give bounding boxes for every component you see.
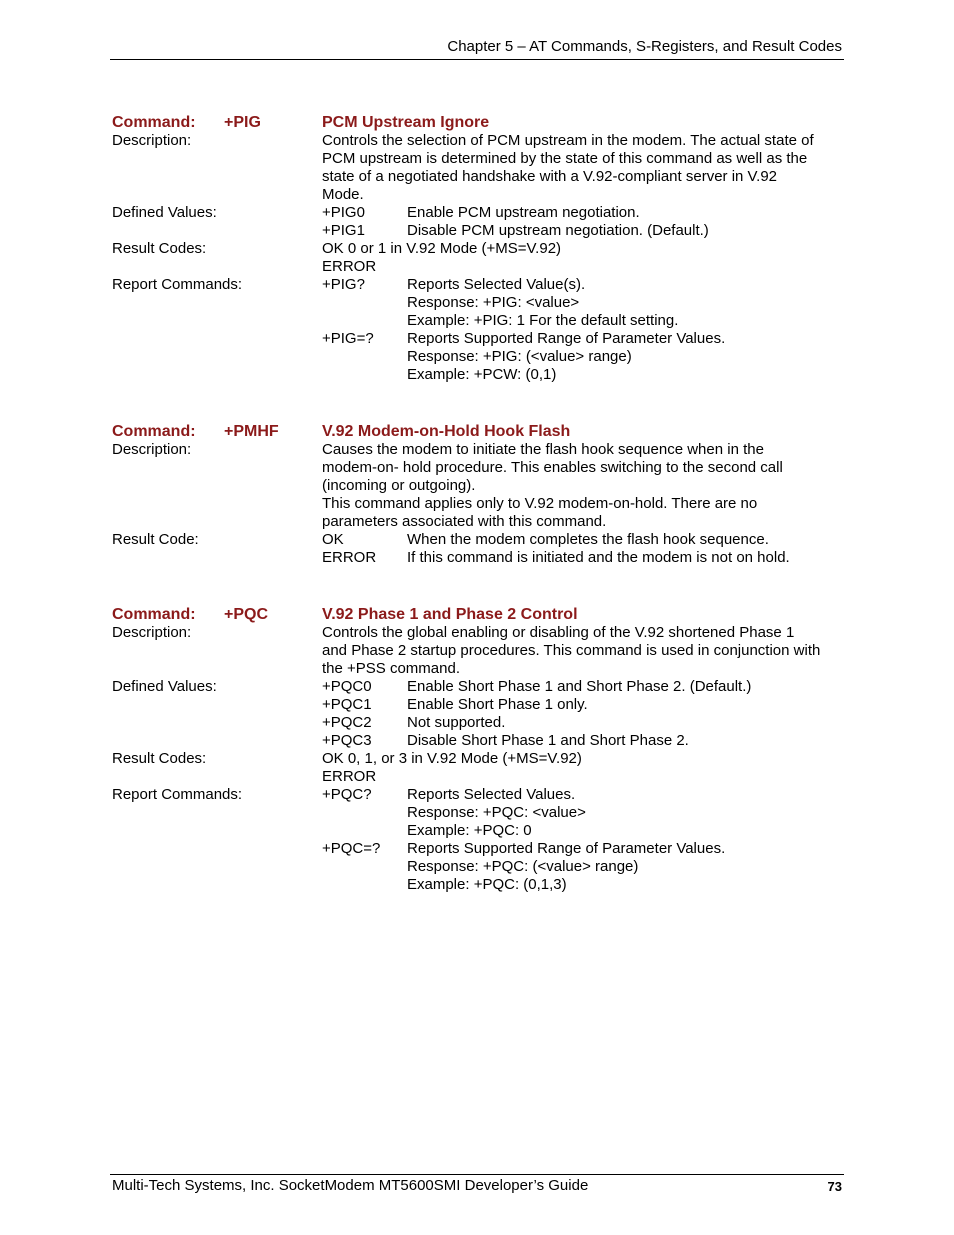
field-detail: Disable Short Phase 1 and Short Phase 2. [407, 732, 689, 749]
field-detail: Response: +PQC: <value> [407, 804, 586, 821]
definition-row [112, 804, 846, 822]
command-heading [112, 605, 846, 624]
field-detail: Example: +PQC: 0 [407, 822, 532, 839]
command-code: +PIG [224, 114, 261, 131]
definition-row [112, 240, 846, 258]
definition-row [112, 258, 846, 276]
field-detail: If this command is initiated and the modem is not on hold. [407, 549, 790, 566]
command-code: +PQC [224, 606, 269, 623]
definition-row [112, 186, 846, 204]
field-value: +PQC3 [322, 732, 372, 749]
header-rule [110, 59, 844, 60]
command-heading [112, 422, 846, 441]
definition-row [112, 660, 846, 678]
field-value: +PIG=? [322, 330, 374, 347]
field-value: +PIG0 [322, 204, 365, 221]
definition-row [112, 168, 846, 186]
footer-rule [110, 1174, 844, 1175]
field-label: Defined Values: [112, 678, 217, 695]
definition-row [112, 441, 846, 459]
field-value: parameters associated with this command. [322, 513, 607, 530]
definition-row [112, 624, 846, 642]
field-detail: Response: +PIG: <value> [407, 294, 580, 311]
field-label: Report Commands: [112, 276, 243, 293]
field-detail: Example: +PQC: (0,1,3) [407, 876, 567, 893]
definition-row [112, 150, 846, 168]
field-value: +PQC1 [322, 696, 372, 713]
definition-row [112, 276, 846, 294]
definition-row [112, 366, 846, 384]
field-label: Result Codes: [112, 240, 207, 257]
field-value: the +PSS command. [322, 660, 460, 677]
command-section-pig [112, 113, 846, 384]
field-detail: Response: +PIG: (<value> range) [407, 348, 632, 365]
field-detail: Disable PCM upstream negotiation. (Default.) [407, 222, 709, 239]
command-code: +PMHF [224, 423, 279, 440]
field-label: Defined Values: [112, 204, 217, 221]
definition-row [112, 513, 846, 531]
field-value: and Phase 2 startup procedures. This command is used in conjunction with [322, 642, 821, 659]
field-label: Description: [112, 132, 192, 149]
field-value: PCM upstream is determined by the state of this command as well as the [322, 150, 808, 167]
definition-row [112, 312, 846, 330]
field-value: +PQC2 [322, 714, 372, 731]
field-value: ERROR [322, 549, 377, 566]
definition-row [112, 768, 846, 786]
command-section-pmhf [112, 422, 846, 567]
definition-row [112, 531, 846, 549]
definition-row [112, 786, 846, 804]
command-heading [112, 113, 846, 132]
command-label: Command: [112, 114, 196, 131]
definition-row [112, 876, 846, 894]
field-value: OK 0 or 1 in V.92 Mode (+MS=V.92) [322, 240, 562, 257]
field-detail: Enable PCM upstream negotiation. [407, 204, 640, 221]
definition-row [112, 549, 846, 567]
command-label: Command: [112, 606, 196, 623]
definition-row [112, 294, 846, 312]
field-detail: Example: +PIG: 1 For the default setting. [407, 312, 679, 329]
page-number: 73 [827, 1179, 842, 1194]
field-label: Description: [112, 441, 192, 458]
definition-row [112, 330, 846, 348]
definition-row [112, 696, 846, 714]
command-label: Command: [112, 423, 196, 440]
definition-row [112, 732, 846, 750]
command-title: PCM Upstream Ignore [322, 114, 490, 131]
field-value: +PQC=? [322, 840, 381, 857]
field-value: state of a negotiated handshake with a V.92-compliant server in V.92 [322, 168, 778, 185]
field-value: Controls the global enabling or disabling of the V.92 shortened Phase 1 [322, 624, 795, 641]
definition-row [112, 642, 846, 660]
definition-row [112, 477, 846, 495]
definition-row [112, 204, 846, 222]
command-section-pqc [112, 605, 846, 894]
field-detail: Enable Short Phase 1 only. [407, 696, 588, 713]
field-value: +PIG? [322, 276, 365, 293]
definition-row [112, 840, 846, 858]
field-detail: Not supported. [407, 714, 506, 731]
field-detail: Response: +PQC: (<value> range) [407, 858, 639, 875]
field-detail: When the modem completes the flash hook sequence. [407, 531, 769, 548]
field-value: modem-on- hold procedure. This enables switching to the second call [322, 459, 783, 476]
field-value: Mode. [322, 186, 364, 203]
field-value: (incoming or outgoing). [322, 477, 476, 494]
field-label: Report Commands: [112, 786, 243, 803]
field-value: ERROR [322, 258, 377, 275]
command-title: V.92 Phase 1 and Phase 2 Control [322, 606, 578, 623]
definition-row [112, 822, 846, 840]
field-detail: Reports Supported Range of Parameter Values. [407, 840, 726, 857]
footer-title: Multi-Tech Systems, Inc. SocketModem MT5600SMI Developer’s Guide [112, 1177, 589, 1194]
command-title: V.92 Modem-on-Hold Hook Flash [322, 423, 571, 440]
field-value: This command applies only to V.92 modem-on-hold. There are no [322, 495, 758, 512]
field-detail: Reports Selected Value(s). [407, 276, 586, 293]
definition-row [112, 495, 846, 513]
field-value: +PIG1 [322, 222, 365, 239]
field-value: OK 0, 1, or 3 in V.92 Mode (+MS=V.92) [322, 750, 582, 767]
field-value: +PQC? [322, 786, 372, 803]
field-value: Causes the modem to initiate the flash hook sequence when in the [322, 441, 764, 458]
field-label: Result Code: [112, 531, 199, 548]
field-label: Result Codes: [112, 750, 207, 767]
field-value: OK [322, 531, 344, 548]
field-value: +PQC0 [322, 678, 372, 695]
field-detail: Reports Selected Values. [407, 786, 576, 803]
field-value: ERROR [322, 768, 377, 785]
definition-row [112, 714, 846, 732]
definition-row [112, 222, 846, 240]
definition-row [112, 678, 846, 696]
page-header: Chapter 5 – AT Commands, S-Registers, and Result Codes [447, 38, 842, 55]
definition-row [112, 750, 846, 768]
field-value: Controls the selection of PCM upstream in the modem. The actual state of [322, 132, 814, 149]
definition-row [112, 132, 846, 150]
field-label: Description: [112, 624, 192, 641]
field-detail: Reports Supported Range of Parameter Values. [407, 330, 726, 347]
field-detail: Enable Short Phase 1 and Short Phase 2. (Default.) [407, 678, 752, 695]
definition-row [112, 348, 846, 366]
field-detail: Example: +PCW: (0,1) [407, 366, 557, 383]
definition-row [112, 858, 846, 876]
definition-row [112, 459, 846, 477]
